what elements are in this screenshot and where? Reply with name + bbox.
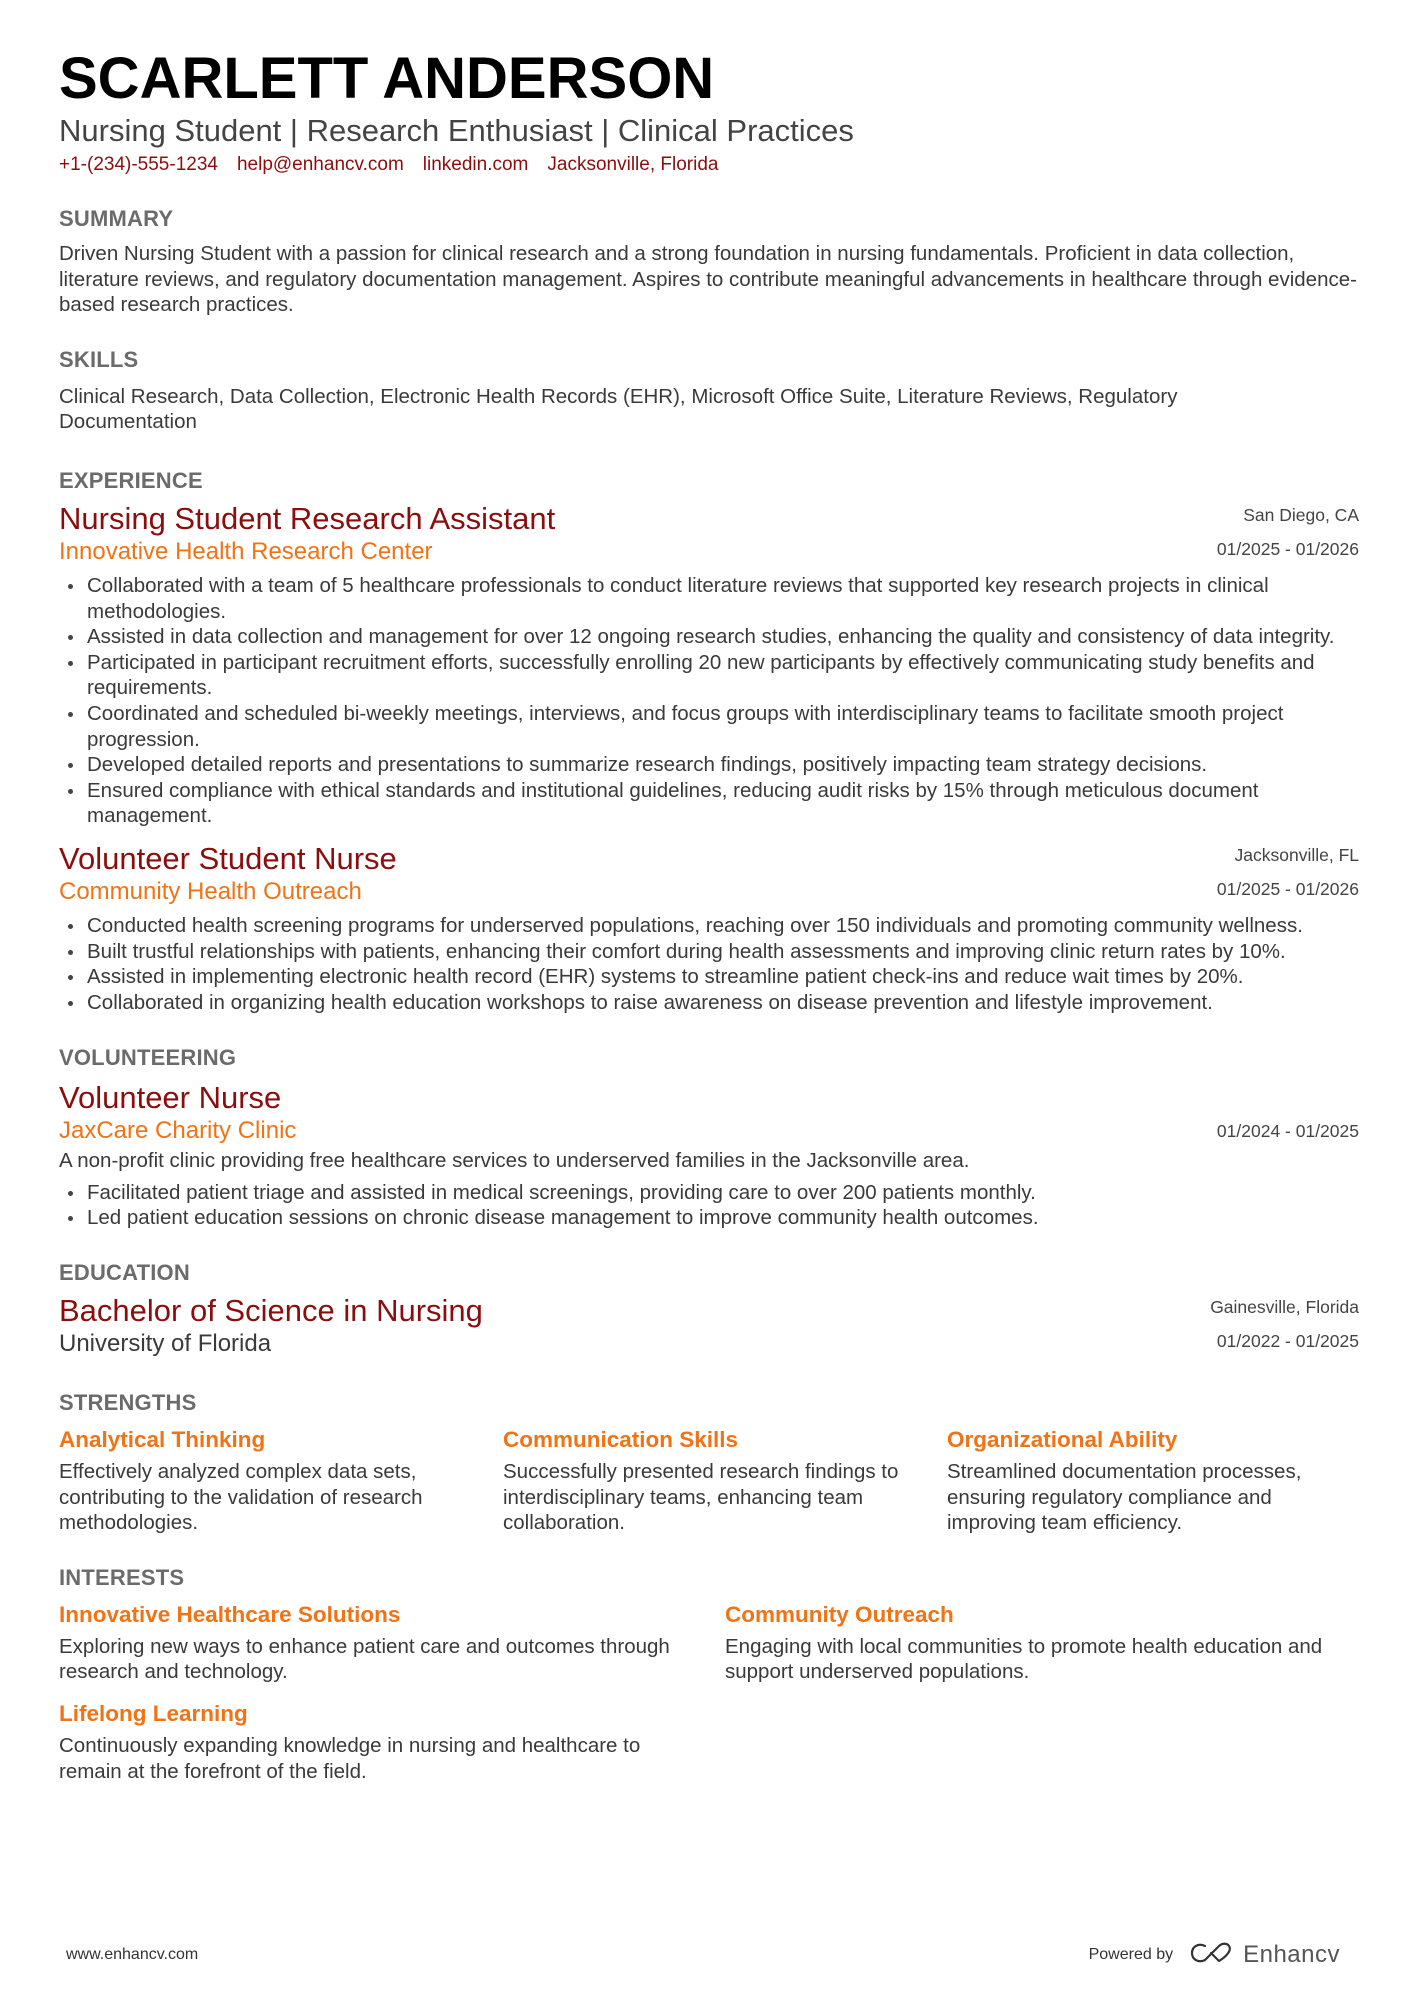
bullet-item: Participated in participant recruitment efforts, successfully enrolling 20 new participants by effectively communicating study benefits and requirements. xyxy=(59,650,1359,701)
company-name: Community Health Outreach xyxy=(59,877,362,905)
interest-title: Innovative Healthcare Solutions xyxy=(59,1601,401,1627)
candidate-headline: Nursing Student | Research Enthusiast | Clinical Practices xyxy=(59,113,854,148)
bullet-item: Collaborated with a team of 5 healthcare professionals to conduct literature reviews that supported key research projects in clinical methodologies. xyxy=(59,573,1359,624)
contact-location: Jacksonville, Florida xyxy=(547,154,719,175)
section-title-education: EDUCATION xyxy=(59,1260,190,1286)
candidate-name: SCARLETT ANDERSON xyxy=(59,46,715,111)
interest-description: Exploring new ways to enhance patient care and outcomes through research and technology. xyxy=(59,1634,670,1684)
bullet-item: Conducted health screening programs for underserved populations, reaching over 150 individuals and promoting community wellness. xyxy=(59,913,1359,939)
job-location: San Diego, CA xyxy=(1243,504,1359,525)
enhancv-logo-icon xyxy=(1189,1941,1235,1970)
footer-website-link[interactable]: www.enhancv.com xyxy=(66,1946,199,1963)
interest-title: Community Outreach xyxy=(725,1601,954,1627)
strength-item xyxy=(947,1425,1359,1536)
bullet-item: Facilitated patient triage and assisted in medical screenings, providing care to over 200 patients monthly. xyxy=(59,1180,1359,1206)
volunteering-section xyxy=(59,1044,1359,1231)
summary-section xyxy=(59,205,1359,318)
volunteer-role: Volunteer Nurse xyxy=(59,1080,282,1116)
strength-description: Successfully presented research findings to interdisciplinary teams, enhancing team collaboration. xyxy=(503,1460,899,1535)
powered-by-label: Powered by xyxy=(1088,1946,1174,1963)
interest-item xyxy=(725,1600,1359,1685)
job-location: Jacksonville, FL xyxy=(1234,844,1359,865)
education-location: Gainesville, Florida xyxy=(1210,1297,1359,1318)
section-title-experience: EXPERIENCE xyxy=(59,467,203,493)
interest-title: Lifelong Learning xyxy=(59,1701,248,1727)
strength-description: Streamlined documentation processes, ensuring regulatory compliance and improving team efficiency. xyxy=(947,1460,1302,1535)
section-title-skills: SKILLS xyxy=(59,346,139,372)
bullet-item: Built trustful relationships with patients, enhancing their comfort during health assessments and improving clinic return rates by 10%. xyxy=(59,939,1359,965)
experience-section xyxy=(59,467,1359,1015)
contact-email[interactable]: help@enhancv.com xyxy=(236,154,404,175)
education-entry xyxy=(59,1293,1359,1361)
volunteer-description: A non-profit clinic providing free healthcare services to underserved families in the Jacksonville area. xyxy=(59,1149,970,1173)
resume-header xyxy=(59,44,1359,178)
bullet-item: Developed detailed reports and presentations to summarize research findings, positively impacting team strategy decisions. xyxy=(59,752,1359,778)
bullet-item: Ensured compliance with ethical standards and institutional guidelines, reducing audit risks by 15% through meticulous document management. xyxy=(59,778,1359,829)
strength-description: Effectively analyzed complex data sets, contributing to the validation of research methodologies. xyxy=(59,1460,423,1535)
school-name: University of Florida xyxy=(59,1330,272,1358)
experience-entry xyxy=(59,501,1359,829)
bullet-item: Assisted in implementing electronic health record (EHR) systems to streamline patient check-ins and reduce wait times by 20%. xyxy=(59,964,1359,990)
section-title-summary: SUMMARY xyxy=(59,206,174,231)
skills-text: Clinical Research, Data Collection, Electronic Health Records (EHR), Microsoft Office Suite, Literature Reviews, Regulatory Documentation xyxy=(59,384,1178,434)
resume-page xyxy=(59,44,1359,1784)
interest-description: Engaging with local communities to promote health education and support underserved populations. xyxy=(725,1634,1323,1684)
education-dates: 01/2022 - 01/2025 xyxy=(1216,1331,1359,1352)
volunteer-dates: 01/2024 - 01/2025 xyxy=(1216,1121,1359,1142)
job-title: Nursing Student Research Assistant xyxy=(59,500,556,536)
volunteer-bullets xyxy=(59,1180,1359,1231)
company-name: Innovative Health Research Center xyxy=(59,537,433,565)
job-title: Volunteer Student Nurse xyxy=(59,840,397,876)
bullet-item: Collaborated in organizing health education workshops to raise awareness on disease prevention and lifestyle improvement. xyxy=(59,990,1359,1016)
section-title-interests: INTERESTS xyxy=(59,1564,185,1590)
strengths-section xyxy=(59,1389,1359,1536)
volunteer-organization: JaxCare Charity Clinic xyxy=(59,1117,297,1145)
bullet-item: Coordinated and scheduled bi-weekly meetings, interviews, and focus groups with interdisciplinary teams to facilitate smooth project progression. xyxy=(59,701,1359,752)
contact-info xyxy=(59,152,1359,178)
interest-item xyxy=(59,1600,725,1685)
job-dates: 01/2025 - 01/2026 xyxy=(1216,538,1359,559)
strength-item xyxy=(59,1425,503,1536)
section-title-volunteering: VOLUNTEERING xyxy=(59,1045,237,1071)
bullet-item: Led patient education sessions on chronic disease management to improve community health outcomes. xyxy=(59,1205,1359,1231)
footer-branding xyxy=(1089,1941,1340,1970)
volunteering-entry xyxy=(59,1080,1359,1231)
strength-title: Communication Skills xyxy=(503,1427,739,1453)
strength-title: Organizational Ability xyxy=(947,1427,1178,1453)
interests-section xyxy=(59,1564,1359,1784)
degree-title: Bachelor of Science in Nursing xyxy=(59,1293,483,1329)
page-footer xyxy=(66,1940,1340,1970)
skills-section xyxy=(59,346,1359,435)
bullet-item: Assisted in data collection and management for over 12 ongoing research studies, enhancing the quality and consistency of data integrity. xyxy=(59,624,1359,650)
strength-item xyxy=(503,1425,947,1536)
section-title-strengths: STRENGTHS xyxy=(59,1390,197,1416)
education-section xyxy=(59,1259,1359,1361)
summary-text: Driven Nursing Student with a passion for clinical research and a strong foundation in nursing fundamentals. Proficient in data collection, literature reviews, and regulatory documentation management. Aspires to contribute meaningful advancements in healthcare through evidence-based research practices. xyxy=(59,242,1357,317)
contact-linkedin[interactable]: linkedin.com xyxy=(422,154,529,175)
interest-item xyxy=(59,1699,725,1784)
experience-entry xyxy=(59,841,1359,1015)
job-dates: 01/2025 - 01/2026 xyxy=(1216,878,1359,899)
strength-title: Analytical Thinking xyxy=(59,1427,266,1453)
enhancv-brand-link[interactable] xyxy=(1189,1941,1340,1970)
job-bullets xyxy=(59,913,1359,1015)
job-bullets xyxy=(59,573,1359,829)
contact-phone[interactable]: +1-(234)-555-1234 xyxy=(59,154,218,175)
interest-description: Continuously expanding knowledge in nursing and healthcare to remain at the forefront of the field. xyxy=(59,1734,641,1783)
brand-name: Enhancv xyxy=(1243,1941,1340,1968)
